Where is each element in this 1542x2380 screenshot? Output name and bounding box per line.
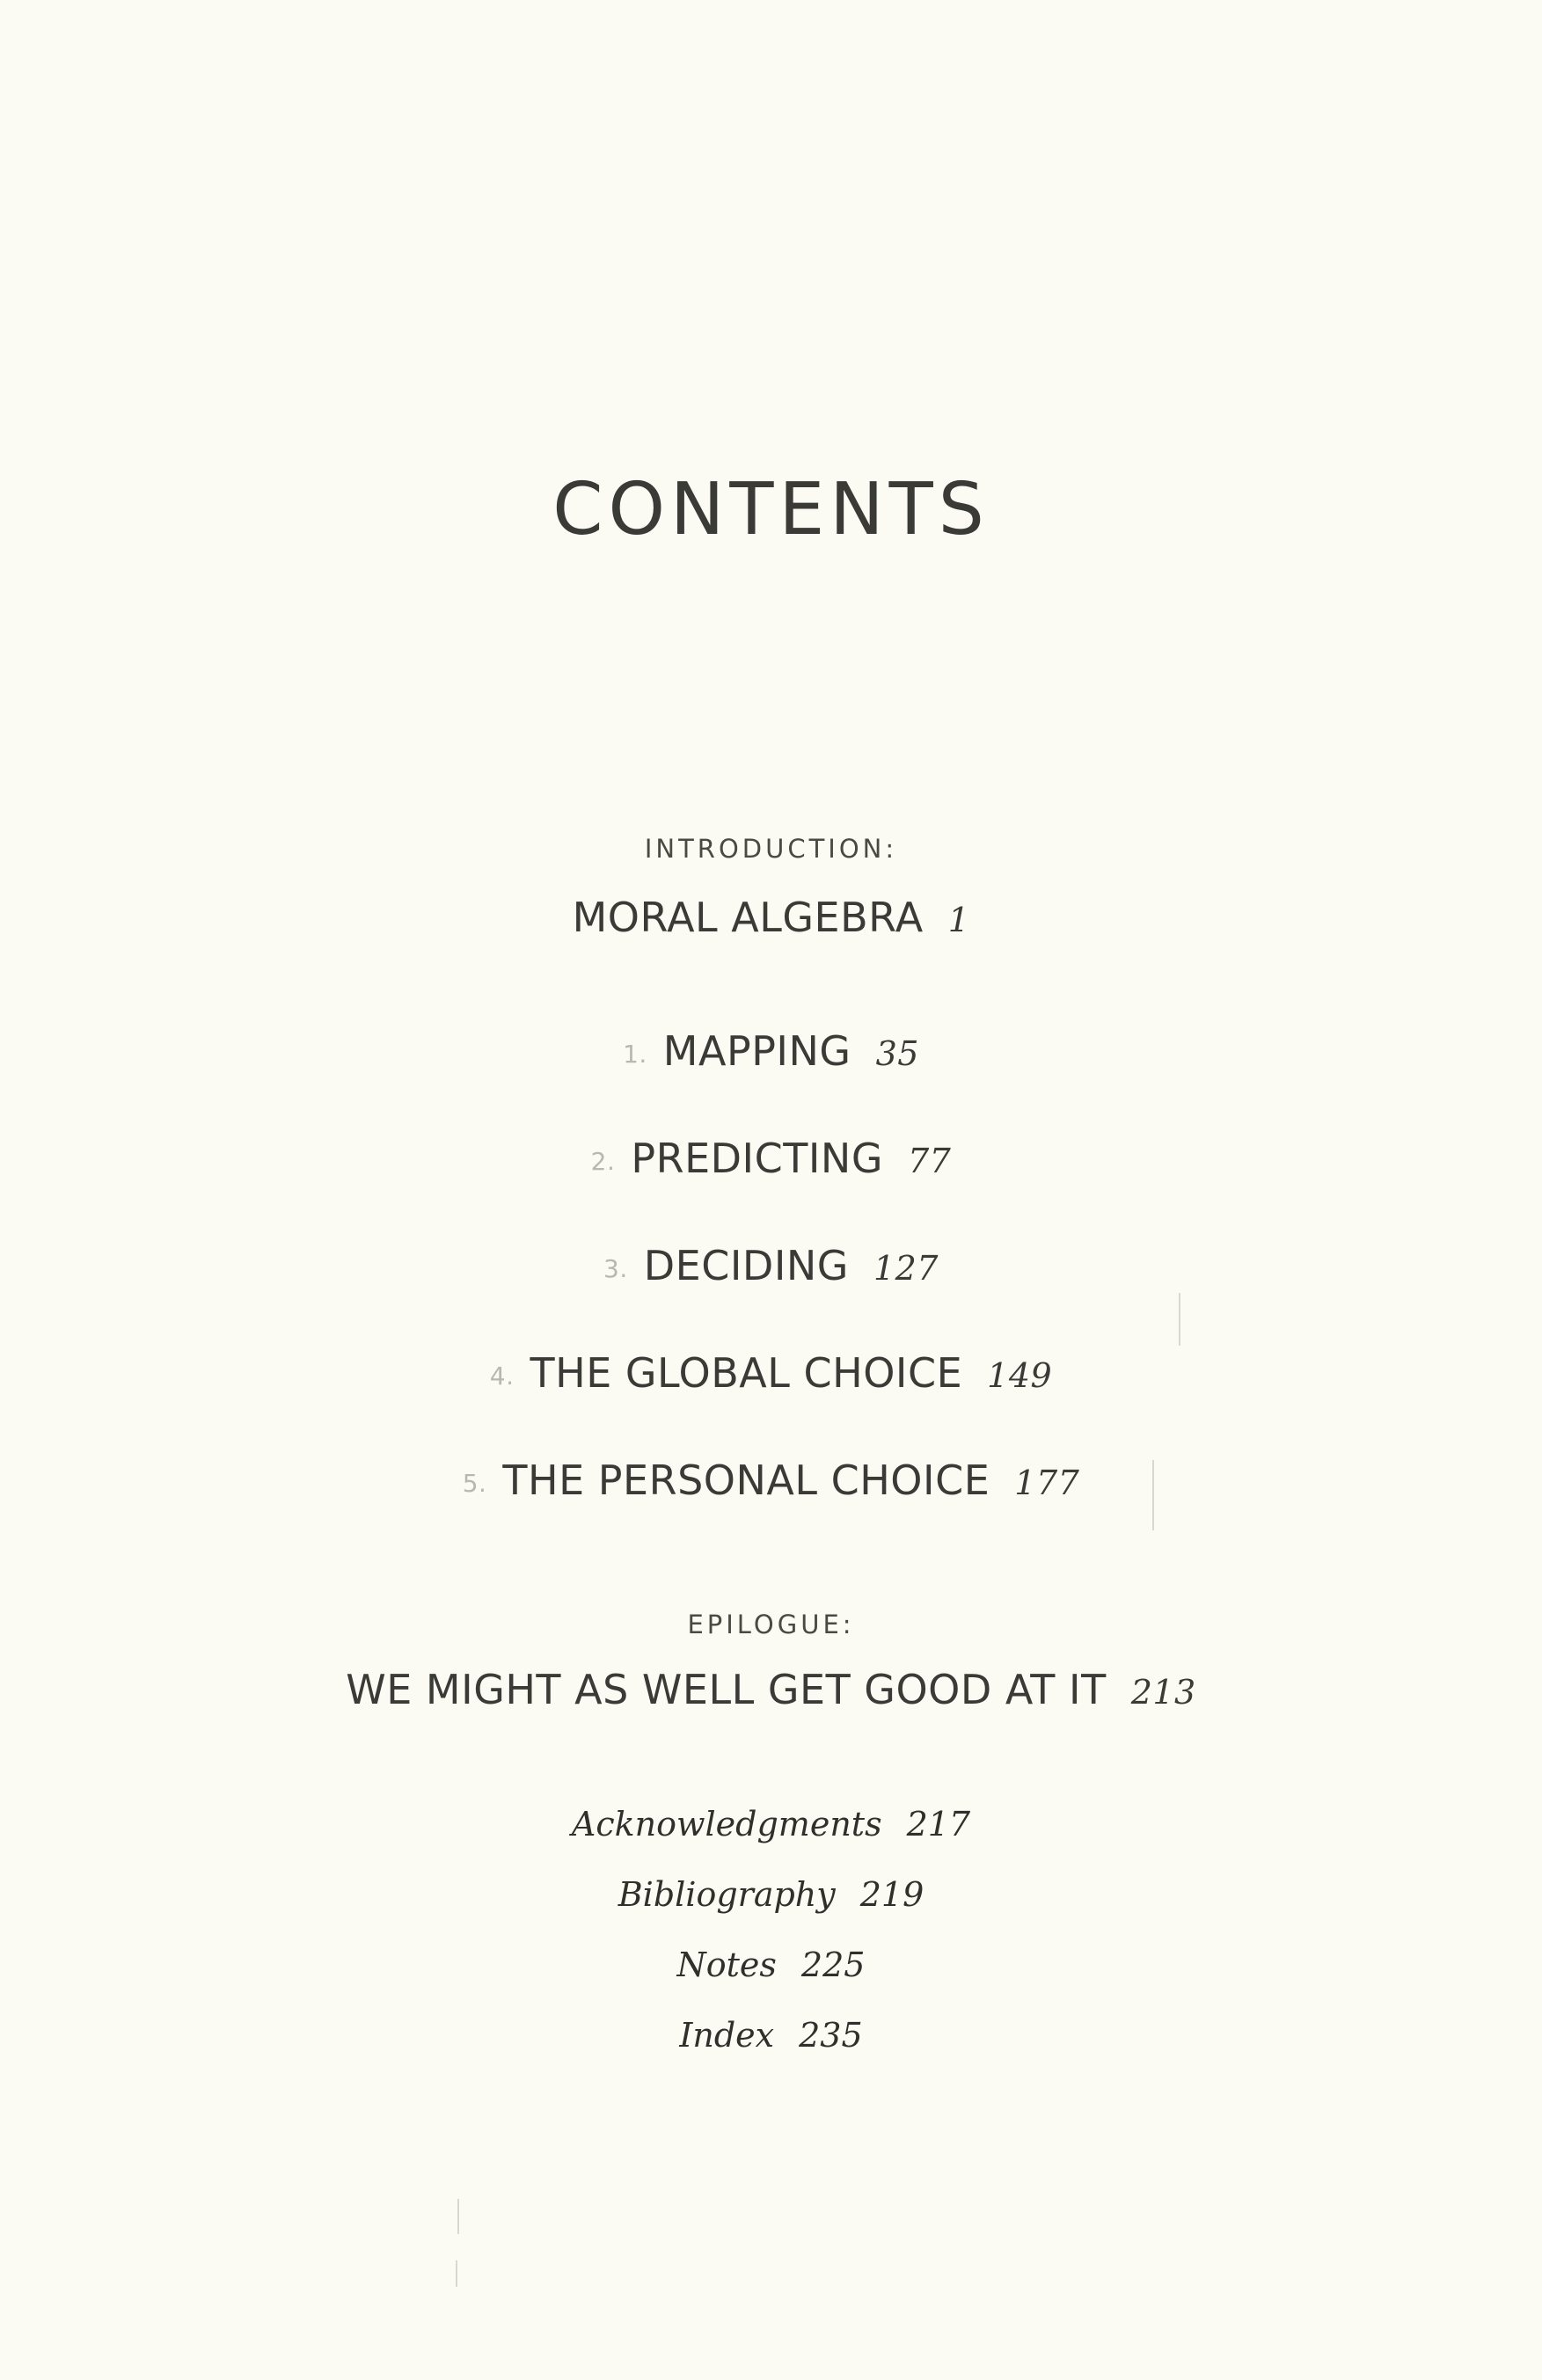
chapter-number: 3. — [603, 1254, 628, 1283]
toc-entry-chapter-5[interactable] — [0, 1456, 1542, 1504]
toc-entry-introduction[interactable] — [0, 894, 1542, 941]
toc-entry-acknowledgments[interactable] — [0, 1805, 1542, 1843]
toc-entry-chapter-1[interactable] — [0, 1027, 1542, 1075]
entry-page-number: 213 — [1130, 1673, 1196, 1712]
entry-title: Index — [679, 2016, 775, 2055]
entry-page-number: 1 — [947, 901, 970, 939]
toc-entry-notes[interactable] — [0, 1946, 1542, 1984]
entry-title: DECIDING — [643, 1242, 849, 1289]
entry-title: THE GLOBAL CHOICE — [530, 1349, 963, 1397]
entry-page-number: 35 — [875, 1034, 919, 1073]
toc-entry-chapter-2[interactable] — [0, 1135, 1542, 1182]
scan-mark — [456, 2260, 457, 2287]
entry-page-number: 149 — [987, 1356, 1053, 1395]
epilogue-label: EPILOGUE: — [687, 1610, 855, 1639]
scan-mark — [457, 2199, 459, 2234]
entry-page-number: 77 — [907, 1142, 952, 1180]
entry-page-number: 219 — [859, 1875, 924, 1914]
chapter-number: 5. — [462, 1469, 487, 1498]
toc-entry-bibliography[interactable] — [0, 1875, 1542, 1914]
chapter-number: 1. — [623, 1040, 647, 1069]
toc-entry-index[interactable] — [0, 2016, 1542, 2055]
entry-title: Notes — [676, 1946, 777, 1984]
entry-page-number: 225 — [800, 1946, 866, 1984]
entry-title: MAPPING — [662, 1027, 851, 1075]
toc-entry-chapter-4[interactable] — [0, 1349, 1542, 1397]
entry-title: THE PERSONAL CHOICE — [502, 1456, 990, 1504]
toc-entry-chapter-3[interactable] — [0, 1242, 1542, 1289]
page-title: CONTENTS — [552, 468, 990, 551]
entry-title: PREDICTING — [631, 1135, 883, 1182]
scan-mark — [1179, 1293, 1180, 1346]
chapter-number: 4. — [489, 1362, 515, 1391]
entry-title: Bibliography — [618, 1875, 836, 1914]
entry-title: WE MIGHT AS WELL GET GOOD AT IT — [346, 1666, 1107, 1713]
entry-page-number: 177 — [1014, 1464, 1080, 1502]
chapter-number: 2. — [590, 1147, 616, 1176]
scan-mark — [1152, 1460, 1154, 1530]
entry-page-number: 235 — [799, 2016, 863, 2055]
introduction-label: INTRODUCTION: — [644, 834, 898, 864]
entry-page-number: 217 — [906, 1805, 971, 1843]
entry-title: Acknowledgments — [571, 1805, 882, 1843]
entry-title: MORAL ALGEBRA — [572, 894, 924, 941]
toc-entry-epilogue[interactable] — [0, 1666, 1542, 1713]
entry-page-number: 127 — [873, 1249, 939, 1288]
